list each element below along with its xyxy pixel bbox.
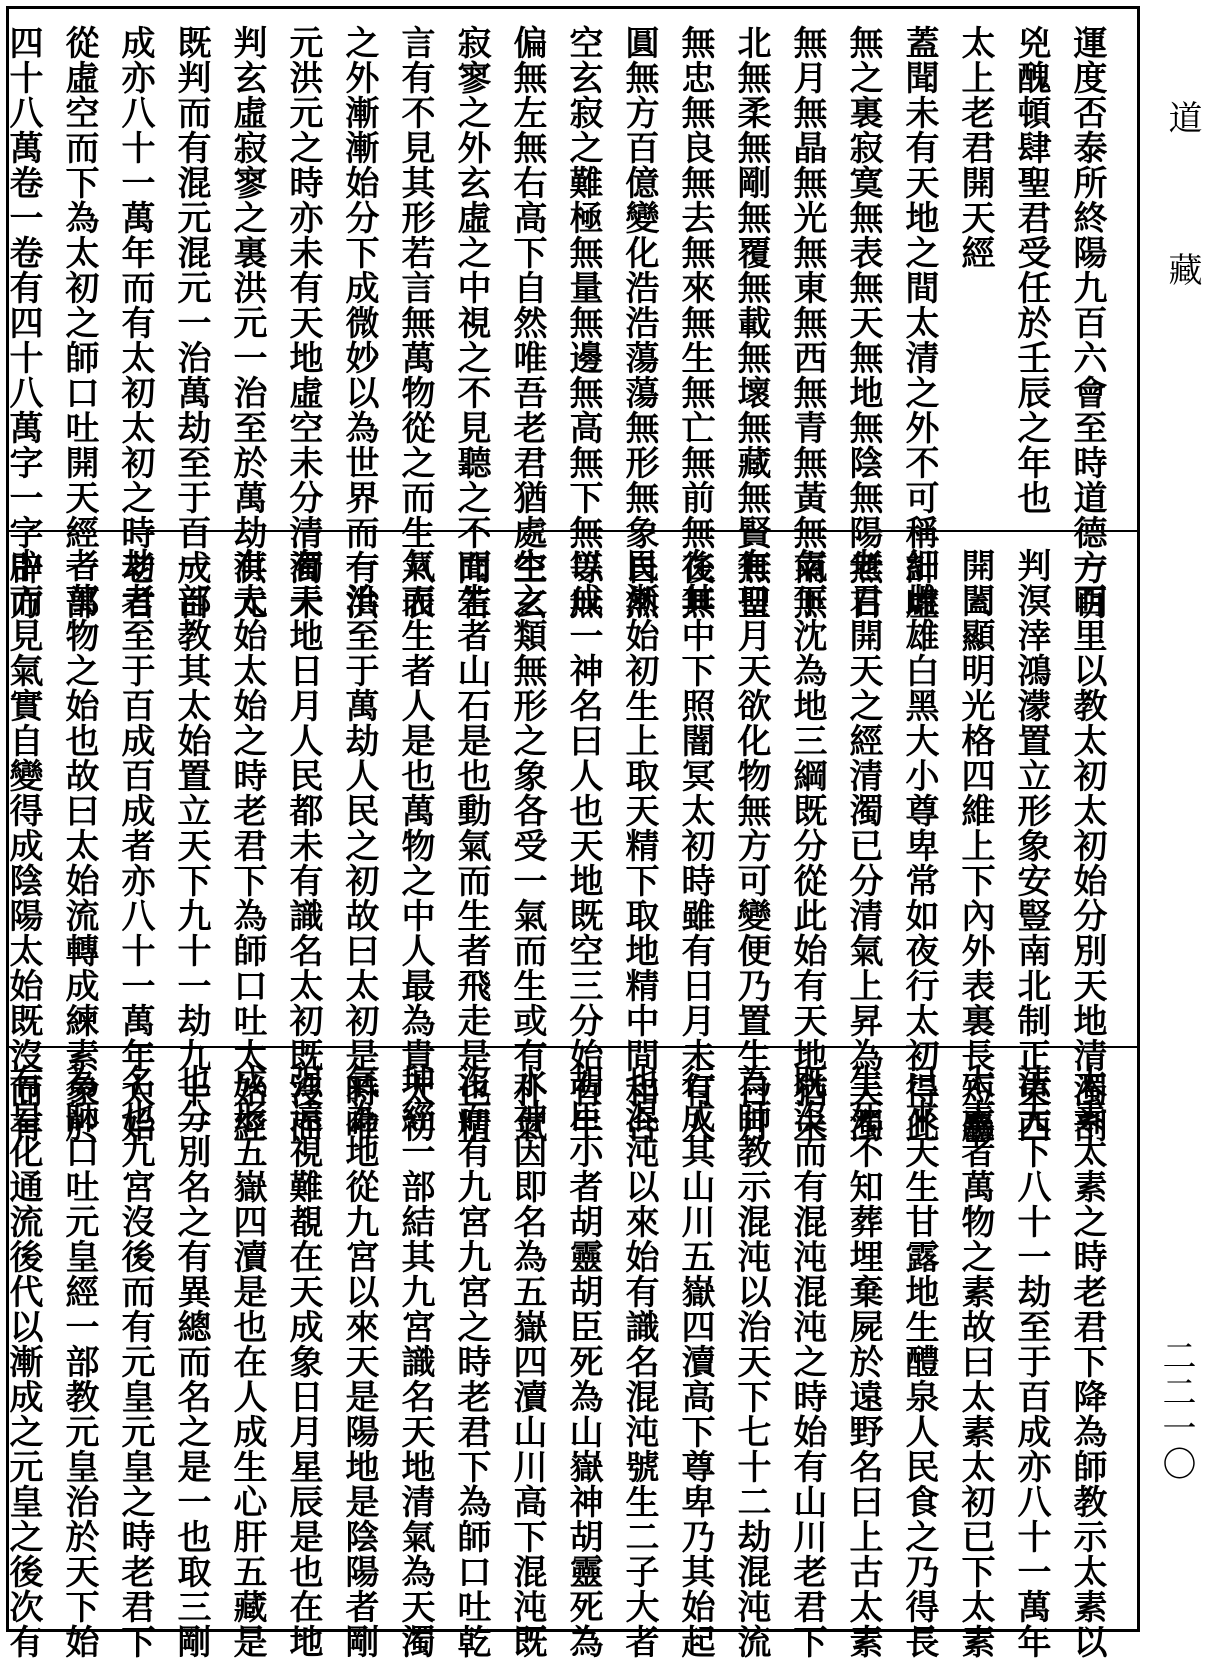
text-column: 一百里以教太初太初始分別天地清濁剖 — [1067, 548, 1107, 1143]
text-column: 成形五嶽四瀆是也在人成生心肝五藏是 — [227, 1064, 267, 1659]
text-column: 氣下沈為地三綱既分從此始有天地猶未 — [787, 548, 827, 1143]
text-column: 有太始太始之時老君下為師口吐太始經 — [227, 548, 267, 1143]
text-column: 在其中下照闇冥太初時雖有日月未有人 — [675, 548, 715, 1143]
text-column: 圓無方百億變化浩浩蕩蕩無形無象自然 — [619, 25, 659, 620]
page-number: 二二一〇 — [1156, 1338, 1196, 1482]
text-column: 判溟涬鴻濛置立形象安豎南北制正東西 — [1011, 548, 1051, 1143]
text-panel-2 — [3, 530, 1137, 1143]
text-column: 成亦八十一萬年而有太初太初之時老君 — [115, 25, 155, 620]
text-column: 為師教示混沌以治天下七十二劫混沌流 — [731, 1064, 771, 1659]
text-column: 既沒而有混沌混沌之時始有山川老君下 — [787, 1064, 827, 1659]
text-column: 也混沌以來始有識名混沌號生二子大者 — [619, 1064, 659, 1659]
text-column: 生之類無形之象各受一氣而生或有朴氣 — [507, 548, 547, 1143]
text-column: 偏無左無右高下自然唯吾老君猶處空玄 — [507, 25, 547, 620]
text-column: 老君開天之經清濁已分清氣上昇為天濁 — [843, 548, 883, 1143]
text-column: 空玄寂之難極無量無邊無高無下無等無 — [563, 25, 603, 620]
text-column: 氣為地從九宮以來天是陽地是陰陽者剛 — [339, 1064, 379, 1659]
text-column: 細雌雄白黑大小尊卑常如夜行太初得此 — [899, 548, 939, 1143]
text-column: 胡臣小者胡靈胡臣死為山嶽神胡靈死為 — [563, 1064, 603, 1659]
text-panel-1 — [3, 9, 1137, 620]
text-column: 之外漸漸始分下成微妙以為世界而有洪 — [339, 25, 379, 620]
text-column: 也分別名之有異總而名之是一也取三剛 — [171, 1064, 211, 1659]
text-column: 開闔顯明光格四維上下內外表裏長短麤 — [955, 548, 995, 1143]
text-column: 元洪元之時亦未有天地虛空未分清濁未 — [283, 25, 323, 620]
text-column: 法天下八十一劫至于百成亦八十一萬年 — [1011, 1064, 1051, 1659]
column-group — [3, 548, 1115, 1143]
text-column: 無之裏寂寞無表無天無地無陰無陽無日 — [843, 25, 883, 620]
text-column: 既判而有混元混元一治萬劫至于百成百 — [171, 25, 211, 620]
text-column: 北無柔無剛無覆無載無壞無藏無賢無聖 — [731, 25, 771, 620]
text-column: 蓋聞未有天地之間太清之外不可稱計虛 — [899, 25, 939, 620]
text-column: 寂寥之外玄虛之中視之不見聽之不聞若 — [451, 25, 491, 620]
page-frame — [3, 6, 1140, 1659]
text-column: 民漸始初生上取天精下取地精中間和合 — [619, 548, 659, 1143]
text-column: 一部教其太始置立天下九十一劫九十一 — [171, 548, 211, 1143]
text-column: 太素者萬物之素故曰太素太初已下太素 — [955, 1064, 995, 1659]
text-column: 名也九宮沒後而有元皇元皇之時老君下 — [115, 1064, 155, 1659]
text-column: 生死不知葬埋棄屍於遠野名曰上古太素 — [843, 1064, 883, 1659]
text-column: 者萬物之始也故曰太始流轉成練素象於 — [59, 548, 99, 1143]
text-column: 從虛空而下為太初之師口吐開天經一部 — [59, 25, 99, 620]
text-column: 無忠無良無去無來無生無亡無前無後無 — [675, 25, 715, 620]
text-column: 言有不見其形若言無萬物從之而生八表 — [395, 25, 435, 620]
text-column: 兇醜頓肆聖君受任於壬辰之年也 — [1011, 25, 1051, 515]
text-column: 沒而有九宮九宮之時老君下為師口吐乾 — [451, 1064, 491, 1659]
text-column: 為師口吐元皇經一部教元皇治於天下始 — [59, 1064, 99, 1659]
text-column: 行成其山川五嶽四瀆高下尊卑乃其始起 — [675, 1064, 715, 1659]
margin-collection-char: 道 — [1162, 100, 1202, 134]
text-column: 無月無晶無光無東無西無青無黃無南無 — [787, 25, 827, 620]
text-column: 太素太素之時老君下降為師教示太素以 — [1067, 1064, 1107, 1659]
column-group — [3, 25, 1115, 620]
text-column: 有日月天欲化物無方可變便乃置生日月 — [731, 548, 771, 1143]
text-column: 劫者至于百成百成者亦八十一萬年太始 — [115, 548, 155, 1143]
text-column: 判玄虛寂寥之裏洪元一治至於萬劫洪元 — [227, 25, 267, 620]
text-column: 坤經一部結其九宮識名天地清氣為天濁 — [395, 1064, 435, 1659]
text-column: 運度否泰所終陽九百六會至時道德方明 — [1067, 25, 1107, 620]
text-column: 有天地日月人民都未有識名太初既沒而 — [283, 548, 323, 1143]
column-group — [3, 1064, 1115, 1659]
text-column: 已來天生甘露地生醴泉人民食之乃得長 — [899, 1064, 939, 1659]
scripture-title: 太上老君開天經 — [955, 25, 995, 270]
text-column: 水神因即名為五嶽四瀆山川高下混沌既 — [507, 1064, 547, 1659]
text-column: 氣而生者人是也萬物之中人最為貴太初 — [395, 548, 435, 1143]
text-column: 而生者山石是也動氣而生者飛走是也精 — [451, 548, 491, 1143]
text-column: 四十八萬卷一卷有四十八萬字一字辟方 — [3, 25, 43, 620]
text-column: 有皇化通流後代以漸成之元皇之後次有 — [3, 1064, 43, 1659]
text-column: 一治至于萬劫人民之初故曰太初是時唯 — [339, 548, 379, 1143]
margin-collection-char: 藏 — [1162, 252, 1202, 286]
text-column: 以成一神名曰人也天地既空三分始有生 — [563, 548, 603, 1143]
text-column: 中而見氣實自變得成陰陽太始既沒而有 — [3, 548, 43, 1143]
text-column: 强遠視難覩在天成象日月星辰是也在地 — [283, 1064, 323, 1659]
text-panel-3 — [3, 1046, 1137, 1659]
